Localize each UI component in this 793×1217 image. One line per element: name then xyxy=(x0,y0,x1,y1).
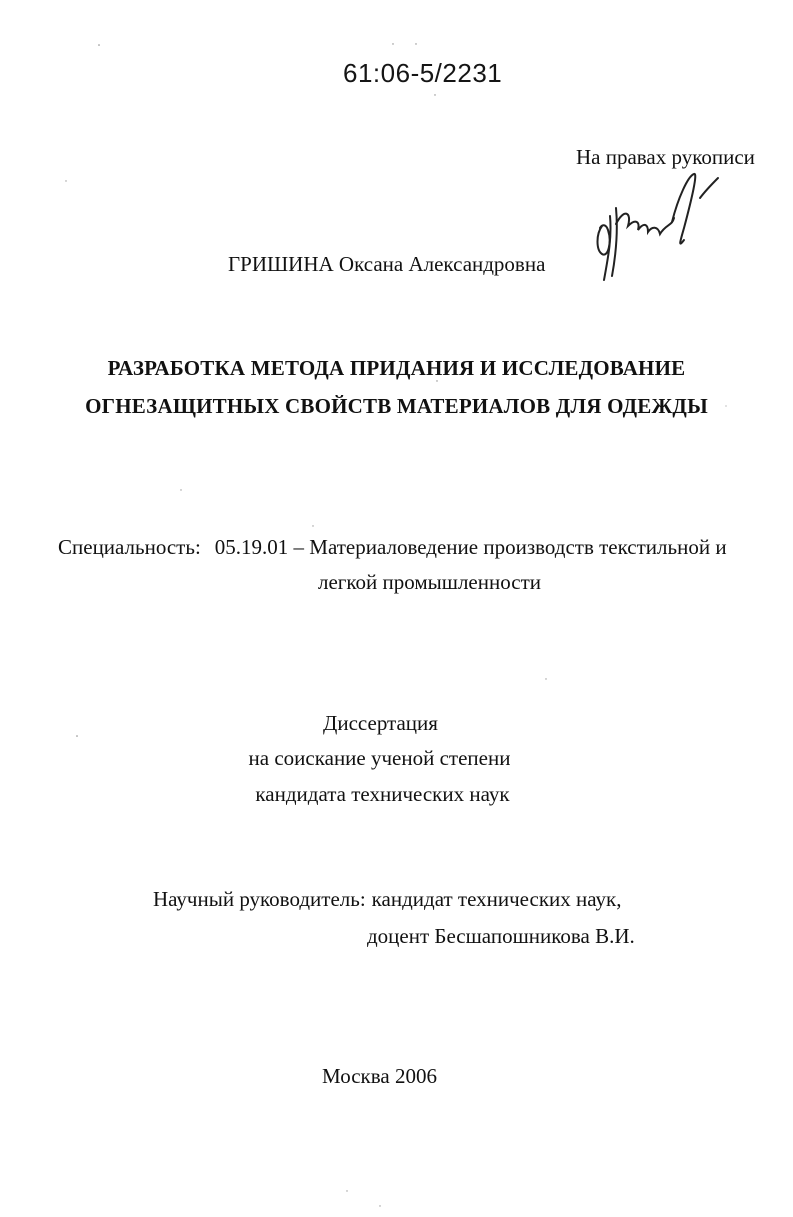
city-year: Москва 2006 xyxy=(322,1064,437,1088)
specialty-code-name: 05.19.01 – Материаловедение производств текстильной и xyxy=(214,535,727,559)
degree-line-2: на соискание ученой степени xyxy=(248,746,511,770)
rights-note: На правах рукописи xyxy=(576,145,755,169)
specialty-label: Специальность: xyxy=(58,535,201,559)
supervisor-line-2: доцент Бесшапошникова В.И. xyxy=(367,924,635,948)
supervisor-line-1 xyxy=(153,887,621,912)
title-line-1: РАЗРАБОТКА МЕТОДА ПРИДАНИЯ И ИССЛЕДОВАНИЕ xyxy=(107,356,686,380)
degree-line-3: кандидата технических наук xyxy=(255,782,510,806)
specialty-line-2: легкой промышленности xyxy=(318,570,541,594)
signature-icon xyxy=(588,168,728,288)
archive-code: 61:06-5/2231 xyxy=(343,58,503,88)
specialty-line-1 xyxy=(58,535,727,560)
title-line-2: ОГНЕЗАЩИТНЫХ СВОЙСТВ МАТЕРИАЛОВ ДЛЯ ОДЕЖДЫ xyxy=(85,394,708,418)
author-name: ГРИШИНА Оксана Александровна xyxy=(228,252,546,276)
supervisor-degree: кандидат технических наук, xyxy=(371,887,622,911)
degree-line-1: Диссертация xyxy=(323,711,438,735)
supervisor-label: Научный руководитель: xyxy=(153,887,366,911)
